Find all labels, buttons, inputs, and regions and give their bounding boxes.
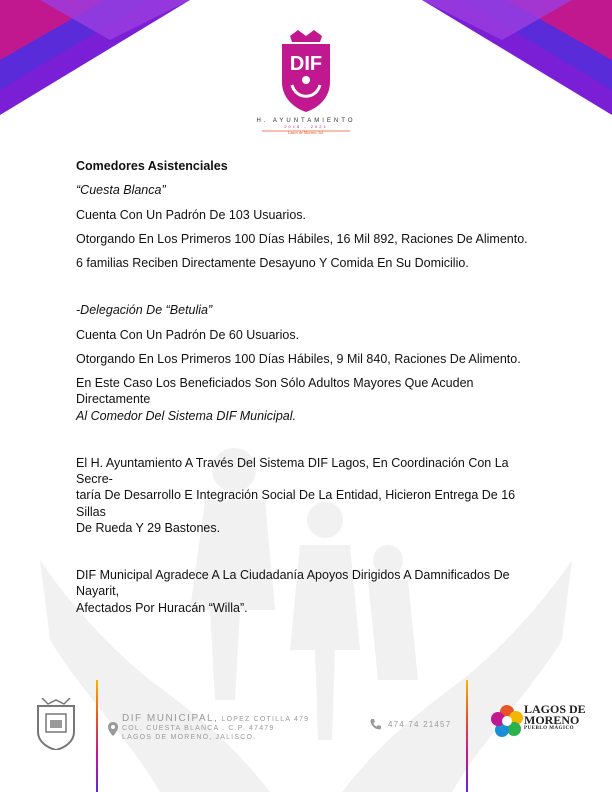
paragraph: Otorgando En Los Primeros 100 Días Hábiles, 9 Mil 840, Raciones De Alimento.: [76, 351, 521, 366]
dif-shield-icon: [248, 30, 364, 134]
paragraph: En Este Caso Los Beneficiados Son Sólo Adultos Mayores Que Acuden Directamente: [76, 376, 474, 407]
brand-line2: MORENO: [524, 713, 580, 727]
footer-phone: 474 74 21457: [388, 720, 452, 729]
footer-city: LAGOS DE MORENO, JALISCO.: [122, 734, 257, 741]
lagos-flower-logo-icon: [490, 704, 524, 738]
phone-icon: [370, 718, 382, 730]
brand-line1: LAGOS DE: [524, 702, 586, 716]
paragraph: De Rueda Y 29 Bastones.: [76, 520, 221, 535]
footer-street: LOPEZ COTILLA 479: [221, 716, 310, 723]
paragraph: 6 familias Reciben Directamente Desayuno Y Comida En Su Domicilio.: [76, 256, 469, 270]
section-subtitle-betulia: -Delegación De “Betulia”: [76, 303, 213, 318]
section-subtitle-cuesta-blanca: “Cuesta Blanca”: [76, 183, 166, 198]
paragraph: El H. Ayuntamiento A Través Del Sistema DIF Lagos, En Coordinación Con La Secre-: [76, 455, 509, 486]
footer-colonia: COL. CUESTA BLANCA . C.P. 47479: [122, 725, 275, 732]
document-body: [76, 158, 546, 616]
paragraph: DIF Municipal Agradece A La Ciudadanía Apoyos Dirigidos A Damnificados De Nayarit,: [76, 568, 510, 599]
location-pin-icon: [108, 722, 118, 736]
section-title-comedores: Comedores Asistenciales: [76, 159, 228, 173]
paragraph: Cuenta Con Un Padrón De 103 Usuarios.: [76, 207, 306, 222]
top-left-decoration: [0, 0, 190, 115]
svg-text:Lagos de Moreno, Jal.: Lagos de Moreno, Jal.: [288, 130, 324, 134]
paragraph: Al Comedor Del Sistema DIF Municipal.: [76, 408, 296, 423]
footer-divider: [466, 680, 468, 792]
svg-text:H. AYUNTAMIENTO: H. AYUNTAMIENTO: [256, 118, 356, 124]
paragraph: Otorgando En Los Primeros 100 Días Hábiles, 16 Mil 892, Raciones De Alimento.: [76, 231, 528, 246]
footer: [0, 680, 612, 792]
svg-text:DIF: DIF: [289, 53, 323, 75]
paragraph: Afectados Por Huracán “Willa”.: [76, 600, 248, 615]
lagos-brand: [524, 704, 586, 732]
top-right-decoration: [422, 0, 612, 115]
municipal-coat-of-arms-icon: [34, 698, 78, 750]
paragraph: taría De Desarrollo E Integración Social De La Entidad, Hicieron Entrega De 16 Sillas: [76, 488, 516, 519]
footer-org: DIF MUNICIPAL,: [122, 713, 219, 724]
svg-text:2018 - 2021: 2018 - 2021: [284, 124, 328, 129]
paragraph: Cuenta Con Un Padrón De 60 Usuarios.: [76, 327, 300, 342]
brand-tag: PUEBLO MÁGICO: [524, 726, 574, 731]
footer-address: [122, 714, 309, 742]
dif-header-logo: [248, 30, 364, 139]
footer-divider: [96, 680, 98, 792]
